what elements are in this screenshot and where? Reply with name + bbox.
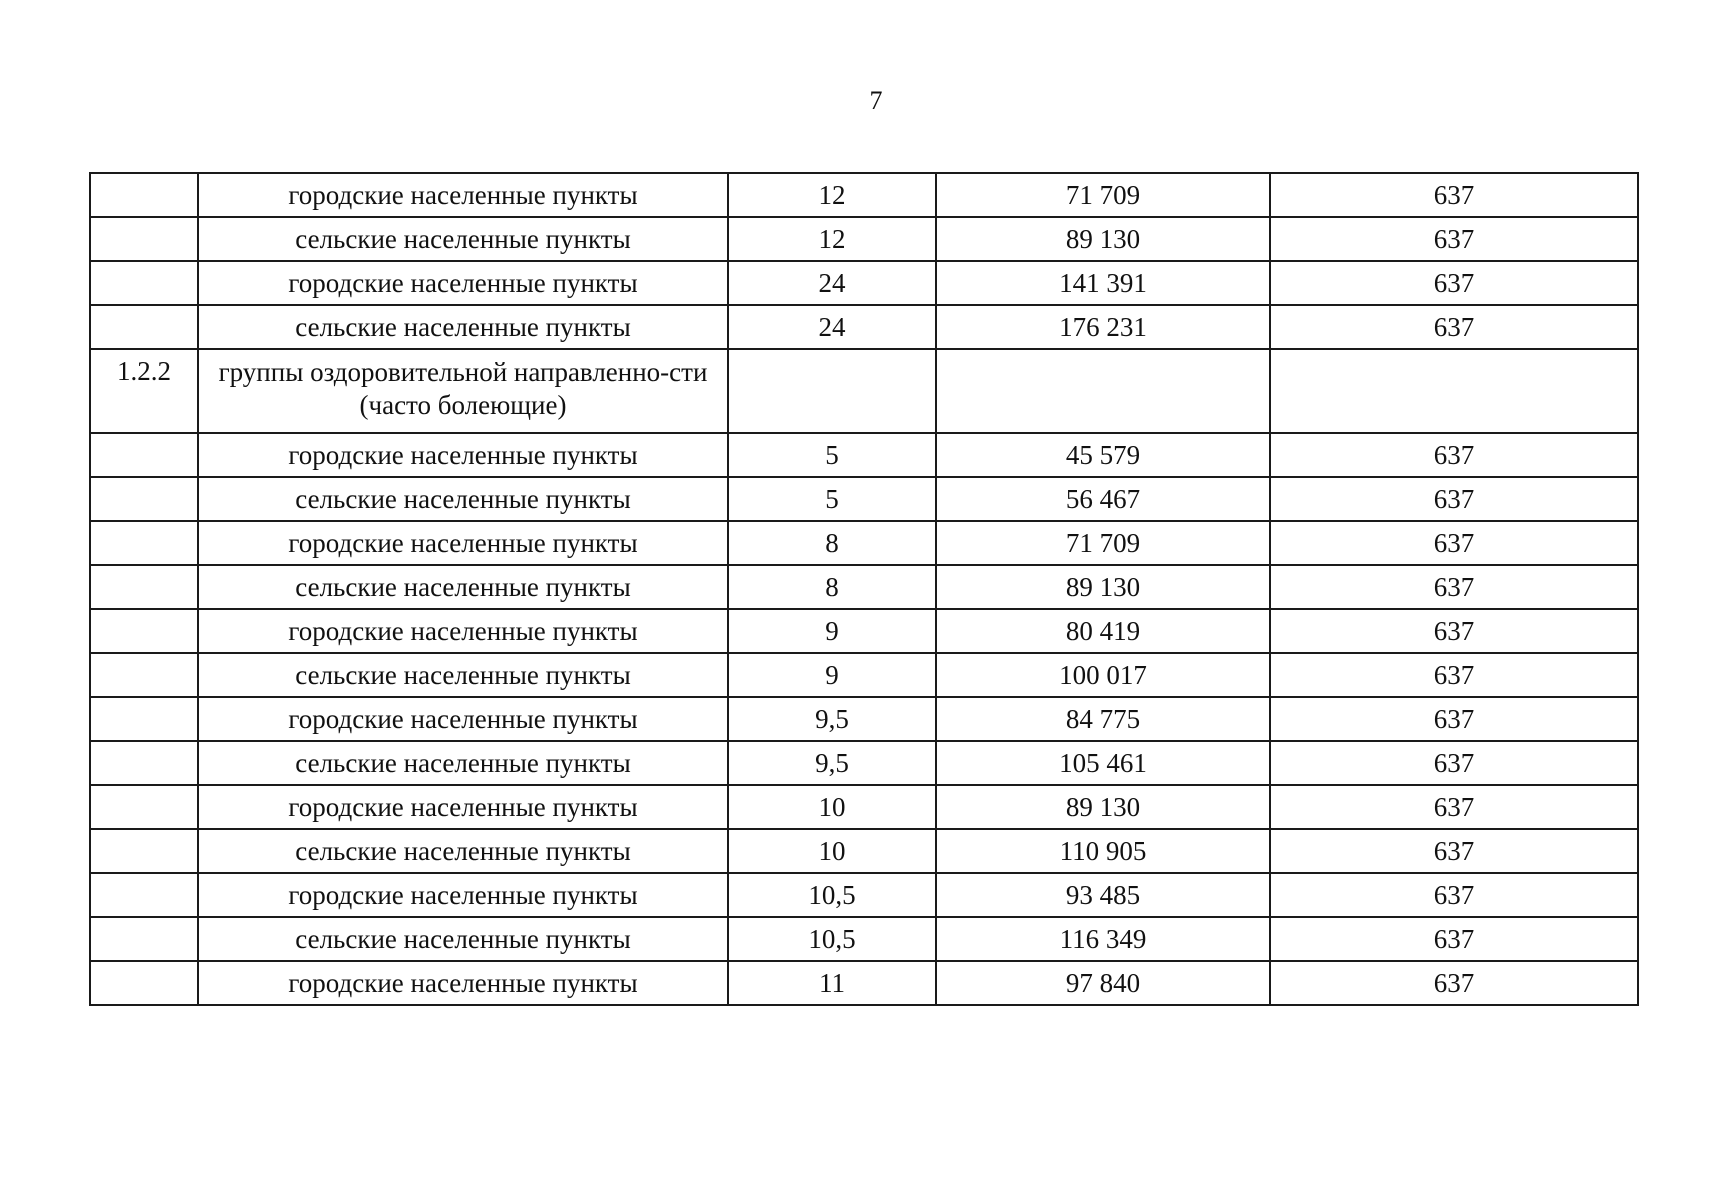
table-row: [90, 261, 1638, 305]
row-value1-cell: 10: [728, 785, 936, 829]
table-row: [90, 217, 1638, 261]
row-value3-cell: 637: [1270, 173, 1638, 217]
table-row: [90, 477, 1638, 521]
row-name-cell: городские населенные пункты: [198, 961, 728, 1005]
row-value2-cell: 141 391: [936, 261, 1270, 305]
row-value1-cell: 9,5: [728, 697, 936, 741]
row-number-cell: [90, 261, 198, 305]
row-number-cell: [90, 917, 198, 961]
table-body: [90, 173, 1638, 1005]
table-row: [90, 173, 1638, 217]
row-value3-cell: 637: [1270, 305, 1638, 349]
table-row: [90, 917, 1638, 961]
row-value3-cell: 637: [1270, 829, 1638, 873]
row-value3-cell: 637: [1270, 217, 1638, 261]
row-value3-cell: 637: [1270, 653, 1638, 697]
row-number-cell: [90, 873, 198, 917]
row-number-cell: [90, 653, 198, 697]
row-value2-cell: 89 130: [936, 565, 1270, 609]
row-name-cell: сельские населенные пункты: [198, 917, 728, 961]
row-value1-cell: 5: [728, 433, 936, 477]
row-number-cell: [90, 217, 198, 261]
row-number-cell: [90, 521, 198, 565]
page-number: 7: [869, 86, 883, 115]
row-number-cell: [90, 305, 198, 349]
row-value3-cell: 637: [1270, 565, 1638, 609]
row-name-cell: городские населенные пункты: [198, 873, 728, 917]
row-name-cell: городские населенные пункты: [198, 609, 728, 653]
row-number-cell: [90, 433, 198, 477]
row-value1-cell: 9: [728, 609, 936, 653]
row-value2-cell: 45 579: [936, 433, 1270, 477]
row-value3-cell: 637: [1270, 261, 1638, 305]
row-name-cell: городские населенные пункты: [198, 785, 728, 829]
row-value1-cell: 24: [728, 305, 936, 349]
row-name-cell: сельские населенные пункты: [198, 565, 728, 609]
row-name-cell: сельские населенные пункты: [198, 217, 728, 261]
row-number-cell: [90, 829, 198, 873]
row-value1-cell: 12: [728, 217, 936, 261]
row-value1-cell: 5: [728, 477, 936, 521]
row-value3-cell: 637: [1270, 609, 1638, 653]
row-value1-cell: 12: [728, 173, 936, 217]
row-value3-cell: 637: [1270, 697, 1638, 741]
row-value2-cell: 89 130: [936, 217, 1270, 261]
row-value2-cell: 100 017: [936, 653, 1270, 697]
row-value2-cell: 105 461: [936, 741, 1270, 785]
row-value3-cell: 637: [1270, 961, 1638, 1005]
table-row: [90, 741, 1638, 785]
row-value1-cell: [728, 349, 936, 433]
row-value1-cell: 8: [728, 565, 936, 609]
row-value3-cell: 637: [1270, 477, 1638, 521]
row-value1-cell: 24: [728, 261, 936, 305]
row-number-cell: 1.2.2: [90, 349, 198, 433]
row-value2-cell: 56 467: [936, 477, 1270, 521]
row-value2-cell: 176 231: [936, 305, 1270, 349]
row-name-cell: группы оздоровительной направленно-сти (часто болеющие): [198, 349, 728, 433]
row-value2-cell: [936, 349, 1270, 433]
row-name-cell: городские населенные пункты: [198, 697, 728, 741]
table-row: [90, 961, 1638, 1005]
row-value3-cell: 637: [1270, 873, 1638, 917]
row-value3-cell: 637: [1270, 785, 1638, 829]
row-value1-cell: 8: [728, 521, 936, 565]
row-number-cell: [90, 741, 198, 785]
row-number-cell: [90, 477, 198, 521]
row-name-cell: сельские населенные пункты: [198, 305, 728, 349]
row-name-cell: сельские населенные пункты: [198, 741, 728, 785]
row-value2-cell: 71 709: [936, 521, 1270, 565]
row-value1-cell: 9: [728, 653, 936, 697]
table-row: [90, 829, 1638, 873]
row-value3-cell: 637: [1270, 433, 1638, 477]
table-row: [90, 521, 1638, 565]
row-number-cell: [90, 609, 198, 653]
row-number-cell: [90, 173, 198, 217]
row-value2-cell: 84 775: [936, 697, 1270, 741]
table-row: [90, 609, 1638, 653]
row-value2-cell: 116 349: [936, 917, 1270, 961]
row-name-cell: городские населенные пункты: [198, 521, 728, 565]
row-value1-cell: 11: [728, 961, 936, 1005]
table-row: [90, 565, 1638, 609]
table-row: [90, 653, 1638, 697]
tariff-table: [89, 172, 1639, 1006]
row-value3-cell: 637: [1270, 917, 1638, 961]
row-value2-cell: 89 130: [936, 785, 1270, 829]
row-value2-cell: 71 709: [936, 173, 1270, 217]
row-value2-cell: 97 840: [936, 961, 1270, 1005]
table-row: [90, 873, 1638, 917]
row-name-cell: городские населенные пункты: [198, 173, 728, 217]
row-name-cell: сельские населенные пункты: [198, 477, 728, 521]
row-number-cell: [90, 697, 198, 741]
row-name-cell: сельские населенные пункты: [198, 829, 728, 873]
table-row: [90, 697, 1638, 741]
table-row: [90, 349, 1638, 433]
row-value3-cell: [1270, 349, 1638, 433]
row-name-cell: городские населенные пункты: [198, 261, 728, 305]
row-value2-cell: 110 905: [936, 829, 1270, 873]
row-number-cell: [90, 961, 198, 1005]
table-row: [90, 785, 1638, 829]
row-value3-cell: 637: [1270, 741, 1638, 785]
row-value1-cell: 10,5: [728, 917, 936, 961]
row-name-cell: сельские населенные пункты: [198, 653, 728, 697]
row-number-cell: [90, 785, 198, 829]
row-number-cell: [90, 565, 198, 609]
row-value1-cell: 10: [728, 829, 936, 873]
row-name-cell: городские населенные пункты: [198, 433, 728, 477]
row-value2-cell: 93 485: [936, 873, 1270, 917]
row-value2-cell: 80 419: [936, 609, 1270, 653]
table-row: [90, 305, 1638, 349]
row-value1-cell: 10,5: [728, 873, 936, 917]
table-row: [90, 433, 1638, 477]
row-value1-cell: 9,5: [728, 741, 936, 785]
row-value3-cell: 637: [1270, 521, 1638, 565]
